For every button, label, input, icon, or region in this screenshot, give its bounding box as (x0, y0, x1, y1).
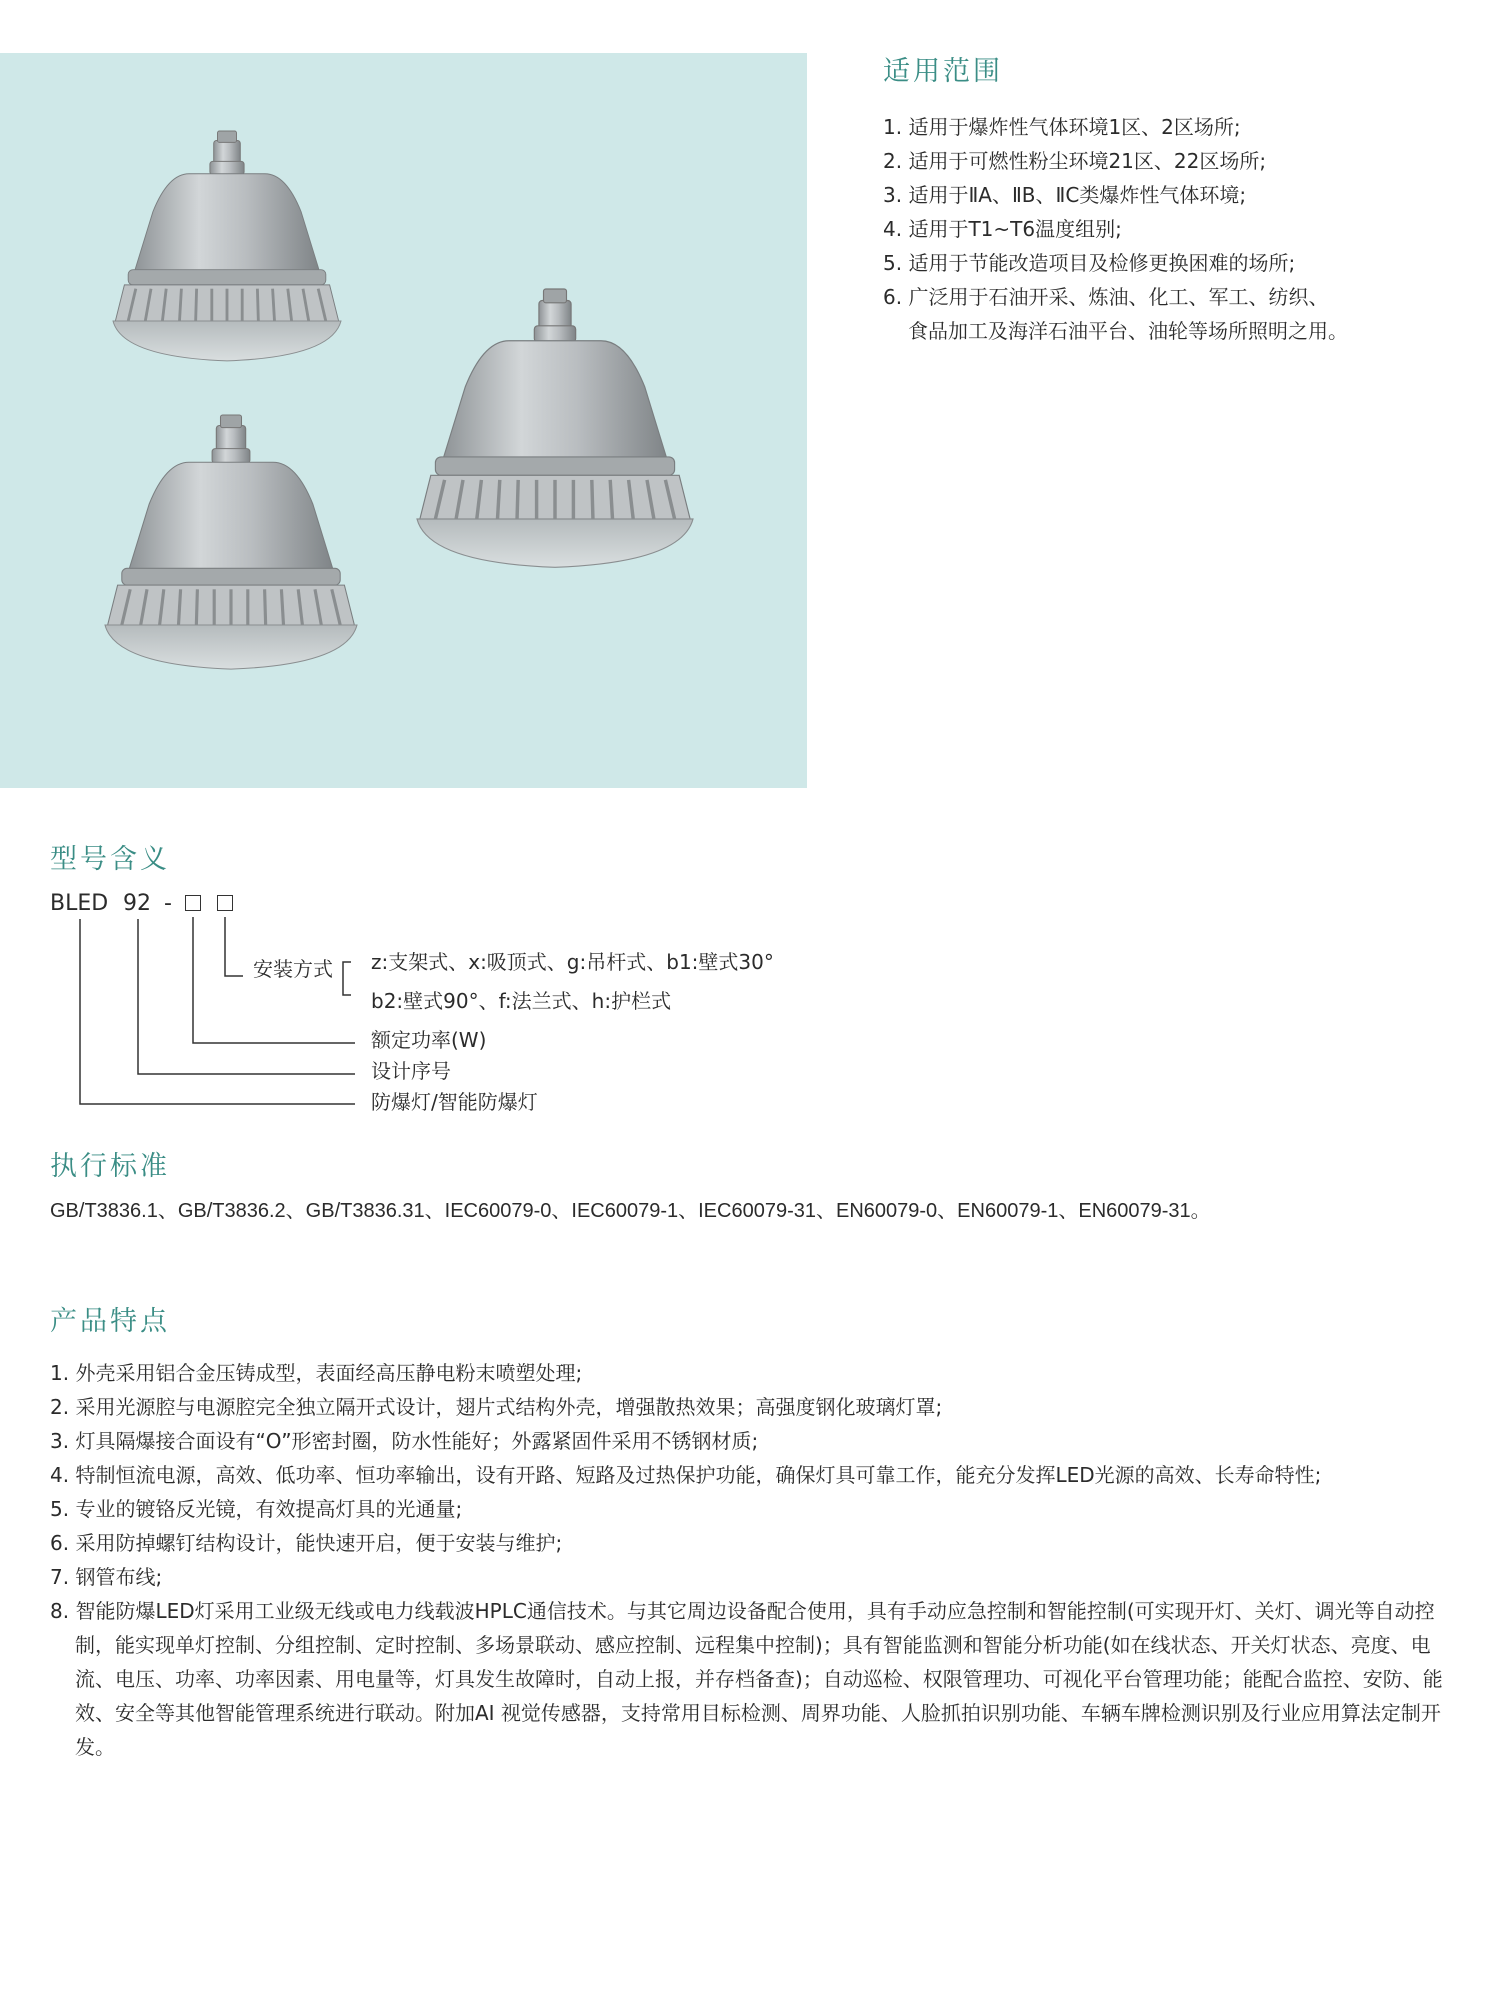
list-item-continuation: 食品加工及海洋石油平台、油轮等场所照明之用。 (908, 319, 1348, 343)
list-item: 2. 适用于可燃性粉尘环境21区、22区场所; (883, 149, 1267, 173)
code-prefix: BLED (50, 891, 109, 916)
list-item: 6. 广泛用于石油开采、炼油、化工、军工、纺织、 (883, 285, 1329, 309)
standards-title: 执行标准 (50, 1151, 170, 1182)
scope-title: 适用范围 (883, 56, 1003, 87)
list-item: 7. 钢管布线; (50, 1565, 163, 1589)
features-list (50, 1356, 1470, 1764)
power-label: 额定功率(W) (371, 1028, 487, 1052)
install-options-line2: b2:壁式90°、f:法兰式、h:护栏式 (371, 989, 672, 1013)
list-item: 4. 特制恒流电源，高效、低功率、恒功率输出，设有开路、短路及过热保护功能，确保灯具可靠工作，能充分发挥LED光源的高效、长寿命特性; (50, 1463, 1322, 1487)
type-label: 防爆灯/智能防爆灯 (371, 1090, 538, 1114)
list-item: 5. 适用于节能改造项目及检修更换困难的场所; (883, 251, 1296, 275)
list-item: 5. 专业的镀铬反光镜，有效提高灯具的光通量; (50, 1497, 463, 1521)
features-title: 产品特点 (50, 1306, 170, 1337)
list-item: 1. 外壳采用铝合金压铸成型，表面经高压静电粉末喷塑处理; (50, 1361, 583, 1385)
list-item: 6. 采用防掉螺钉结构设计，能快速开启，便于安装与维护; (50, 1531, 563, 1555)
list-item: 8. 智能防爆LED灯采用工业级无线或电力线载波HPLC通信技术。与其它周边设备配合使用，具有手动应急控制和智能控制(可实现开灯、关灯、调光等自动控制，能实现单灯控制、分组控制、定时控制、多场景联动、感应控制、远程集中控制)；具有智能监测和智能分析功能(如在线状态、开关灯状态、亮度、电流、电压、功率、功率因素、用电量等，灯具发生故障时，自动上报，并存档备查)；自动巡检、权限管理功、可视化平台管理功能；能配合监控、安防、能效、安全等其他智能管理系统进行联动。附加AI 视觉传感器，支持常用目标检测、周界功能、人脸抓拍识别功能、车辆车牌检测识别及行业应用算法定制开发。 (50, 1599, 1443, 1759)
list-item: 4. 适用于T1~T6温度组别; (883, 217, 1122, 241)
design-label: 设计序号 (371, 1059, 451, 1083)
model-title: 型号含义 (50, 844, 170, 875)
install-options-line1: z:支架式、x:吸顶式、g:吊杆式、b1:壁式30° (371, 950, 774, 974)
code-dash: - (164, 891, 172, 916)
standards-text: GB/T3836.1、GB/T3836.2、GB/T3836.31、IEC60079-0、IEC60079-1、IEC60079-31、EN60079-0、EN60079-1、EN60079-31。 (50, 1200, 1211, 1222)
list-item: 2. 采用光源腔与电源腔完全独立隔开式设计，翅片式结构外壳，增强散热效果；高强度钢化玻璃灯罩; (50, 1395, 943, 1419)
list-item: 3. 灯具隔爆接合面设有“O”形密封圈，防水性能好；外露紧固件采用不锈钢材质; (50, 1429, 759, 1453)
install-label: 安装方式 (253, 957, 333, 981)
list-item: 3. 适用于ⅡA、ⅡB、ⅡC类爆炸性气体环境; (883, 183, 1247, 207)
code-number: 92 (123, 891, 151, 916)
list-item: 1. 适用于爆炸性气体环境1区、2区场所; (883, 115, 1241, 139)
